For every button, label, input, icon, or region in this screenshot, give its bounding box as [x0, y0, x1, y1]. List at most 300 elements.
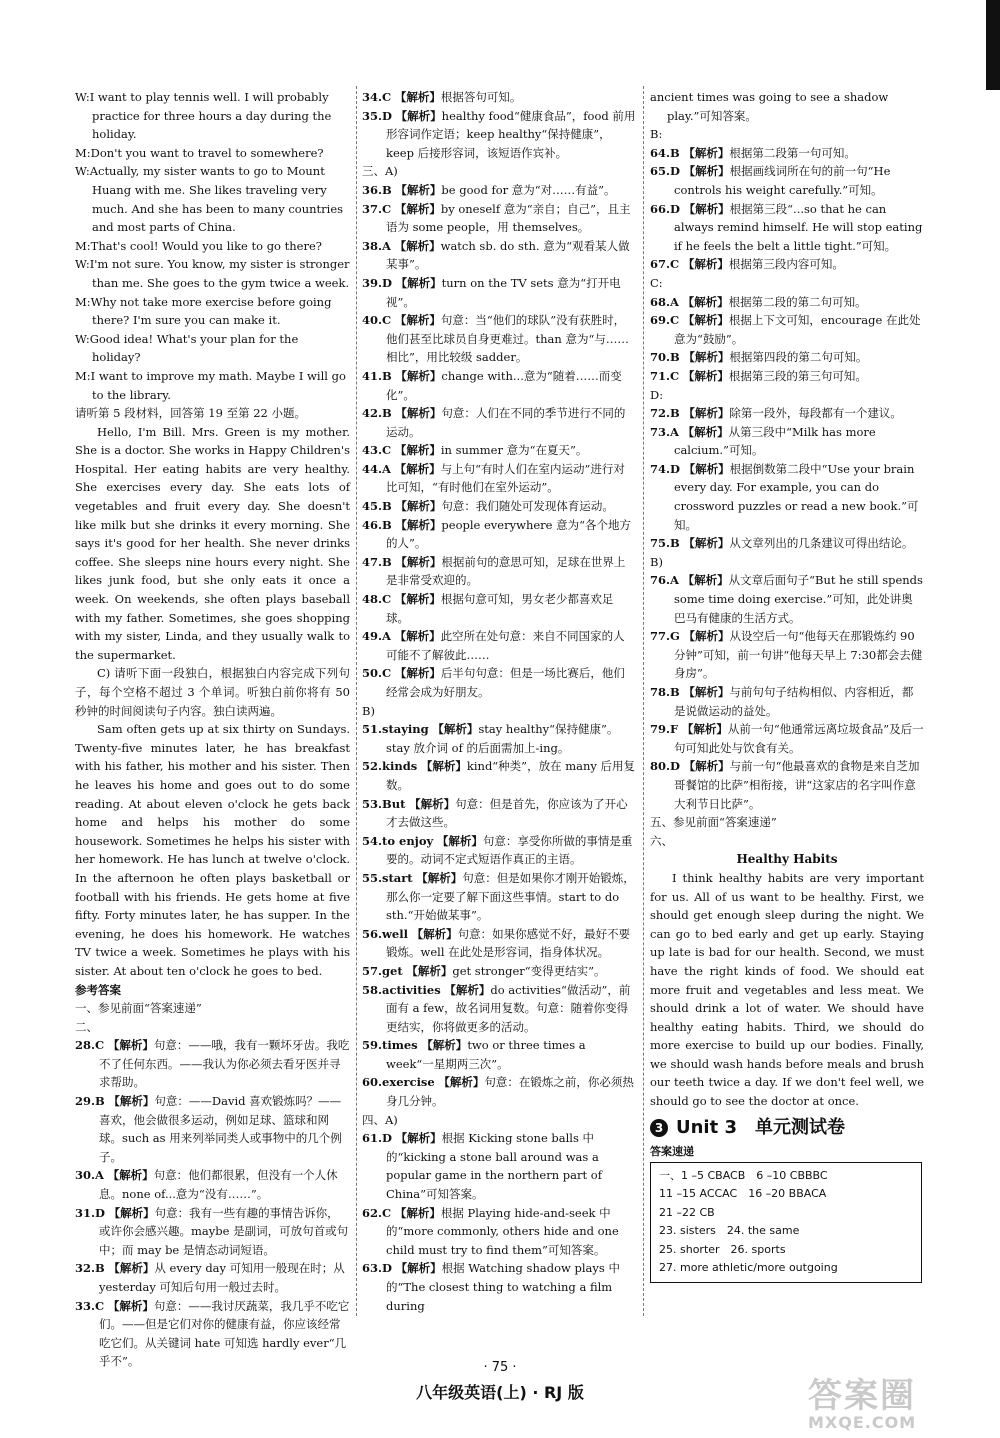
item-number: 40. — [362, 313, 383, 328]
item-answer: A — [670, 573, 679, 588]
dialog-line: W:I want to play tennis well. I will probably practice for three hours a day during the holiday. — [75, 90, 332, 142]
item-number: 77. — [650, 629, 671, 644]
item-number: 72. — [650, 406, 671, 421]
answer-item — [650, 367, 924, 386]
answer-item — [362, 757, 636, 794]
item-number: 38. — [362, 238, 383, 253]
analysis-tag: 【解析】 — [682, 573, 729, 588]
item-number: 46. — [362, 517, 383, 532]
quick-answer-line: 25. shorter 26. sports — [659, 1242, 786, 1256]
analysis-tag: 【解析】 — [683, 350, 730, 365]
page-number: · 75 · — [483, 1360, 517, 1375]
item-number: 30. — [75, 1168, 96, 1183]
item-answer: D — [670, 164, 680, 179]
item-answer: G — [670, 629, 680, 644]
analysis-tag: 【解析】 — [683, 759, 730, 774]
analysis-tag: 【解析】 — [683, 629, 730, 644]
item-number: 55. — [362, 870, 383, 885]
item-answer: D — [670, 201, 680, 216]
item-explanation: 句意：享受你所做的事情是重要的。动词不定式短语作真正的主语。 — [386, 833, 633, 867]
column-right — [650, 88, 924, 1283]
answer-list — [362, 181, 636, 702]
analysis-tag: 【解析】 — [683, 164, 730, 179]
item-explanation: 除第一段外，每段都有一个建议。 — [729, 406, 902, 421]
item-answer: D — [670, 461, 680, 476]
analysis-tag: 【解析】 — [394, 592, 441, 607]
answer-list — [362, 88, 636, 162]
item-number: 74. — [650, 461, 671, 476]
item-explanation: 从前一句“他通常远离垃圾食品”及后一句可知此处与饮食有关。 — [674, 722, 924, 755]
answer-item — [362, 516, 636, 553]
item-answer: C — [670, 368, 680, 383]
answer-item — [650, 311, 924, 348]
item-number: 71. — [650, 368, 671, 383]
answer-item — [75, 1036, 350, 1092]
item-number: 61. — [362, 1131, 383, 1146]
analysis-tag: 【解析】 — [395, 275, 442, 290]
item-number: 32. — [75, 1261, 96, 1276]
item-answer: B — [670, 350, 680, 365]
item-answer: C — [382, 592, 392, 607]
analysis-tag: 【解析】 — [420, 759, 467, 774]
item-answer: staying — [382, 722, 429, 737]
item-explanation: 根据第二段的第二句可知。 — [728, 294, 867, 309]
analysis-tag: 【解析】 — [395, 368, 442, 383]
edge-marker — [986, 0, 1000, 90]
item-number: 58. — [362, 982, 383, 997]
answer-list — [650, 571, 924, 813]
answer-item — [650, 144, 924, 163]
item-explanation: 根据上下文可知，encourage 在此处意为“鼓励”。 — [674, 313, 921, 346]
item-answer: D — [382, 1131, 392, 1146]
item-answer: to enjoy — [382, 833, 434, 848]
item-explanation: turn on the TV sets 意为“打开电视”。 — [386, 275, 621, 309]
column-middle — [362, 88, 636, 1315]
quick-answer-line: 11 –15 ACCAC 16 –20 BBACA — [659, 1187, 827, 1201]
item-explanation: kind“种类”，放在 many 后用复数。 — [386, 759, 636, 792]
item-answer: A — [670, 424, 679, 439]
item-answer: B — [382, 368, 392, 383]
item-number: 36. — [362, 182, 383, 197]
item-explanation: 句意：在锻炼之前，你必须热身几分钟。 — [386, 1075, 634, 1109]
section-d-heading: D: — [650, 387, 664, 402]
column-left — [75, 88, 350, 1371]
item-explanation: change with...意为“随着……而变化”。 — [386, 368, 622, 402]
answer-item — [650, 720, 924, 757]
watermark-text: 答案圈 — [808, 1376, 916, 1416]
answer-item — [650, 348, 924, 367]
item-explanation: 根据 Playing hide-and-seek 中的“more commonly, others hide and one child must try to find them”可知答案。 — [386, 1205, 619, 1257]
item-answer: But — [382, 796, 406, 811]
analysis-tag: 【解析】 — [394, 1205, 441, 1220]
answer-item — [362, 88, 636, 107]
item-explanation: 根据第三段的第三句可知。 — [728, 368, 867, 383]
answer-item — [362, 274, 636, 311]
dialog-line: W:Actually, my sister wants to go to Mount Huang with me. She likes traveling very much. And she has been to many countries and most parts of China. — [75, 164, 344, 235]
item-explanation: 句意：人们在不同的季节进行不同的运动。 — [386, 406, 626, 439]
item-number: 35. — [362, 108, 383, 123]
item-number: 79. — [650, 722, 671, 737]
analysis-tag: 【解析】 — [394, 201, 441, 216]
answer-item — [362, 460, 636, 497]
answer-list — [650, 293, 924, 386]
analysis-tag: 【解析】 — [682, 294, 729, 309]
item-explanation: 从文章列出的几条建议可得出结论。 — [729, 536, 914, 551]
analysis-tag: 【解析】 — [394, 90, 441, 104]
listening-part-c-instructions: C) 请听下面一段独白，根据独白内容完成下列句子，每个空格不超过 3 个单词。听独白前你将有 50 秒钟的时间阅读句子内容。独白读两遍。 — [75, 666, 350, 718]
watermark-logo — [808, 1368, 988, 1430]
item-answer: get — [382, 963, 403, 978]
analysis-tag: 【解析】 — [107, 1038, 154, 1053]
item-explanation: 根据句意可知，男女老少都喜欢足球。 — [386, 592, 614, 625]
item-answer: well — [382, 926, 408, 941]
item-number: 64. — [650, 145, 671, 160]
item-explanation: get stronger“变得更结实”。 — [452, 963, 606, 978]
item-answer: D — [670, 759, 680, 774]
item-explanation: 句意：——我讨厌蔬菜，我几乎不吃它们。——但是它们对你的健康有益，你应该经常吃它们。从关键词 hate 可知选 hardly ever“几乎不”。 — [99, 1298, 350, 1369]
item-explanation: watch sb. do sth. 意为“观看某人做某事”。 — [386, 238, 630, 272]
item-number: 60. — [362, 1075, 383, 1090]
item-explanation: 后半句句意：但是一场比赛后，他们经常会成为好朋友。 — [386, 666, 625, 699]
answer-item — [650, 571, 924, 627]
analysis-tag: 【解析】 — [682, 368, 729, 383]
answer-item — [362, 1129, 636, 1203]
quick-answers-box — [650, 1162, 922, 1283]
answer-item — [362, 1036, 636, 1073]
column-divider-2 — [643, 86, 644, 1316]
item-answer: C — [670, 257, 680, 272]
item-explanation: 从第三段中“Milk has more calcium.”可知。 — [674, 424, 876, 458]
analysis-tag: 【解析】 — [394, 666, 441, 681]
item-answer: C — [382, 90, 392, 104]
item-answer: B — [382, 517, 392, 532]
item-answer: exercise — [382, 1075, 435, 1090]
item-number: 50. — [362, 666, 383, 681]
item-number: 59. — [362, 1038, 383, 1053]
quick-answers-title: 答案速递 — [650, 1145, 694, 1159]
section-c-heading: C: — [650, 275, 663, 290]
item-answer: activities — [382, 982, 441, 997]
item-answer: C — [670, 313, 680, 328]
item-answer: C — [382, 666, 392, 681]
analysis-tag: 【解析】 — [682, 424, 729, 439]
quick-answer-line: 一、1 –5 CBACB 6 –10 CBBBC — [659, 1168, 828, 1182]
analysis-tag: 【解析】 — [394, 461, 441, 476]
answer-list — [362, 720, 636, 1110]
item-number: 52. — [362, 759, 383, 774]
analysis-tag: 【解析】 — [395, 406, 442, 421]
analysis-tag: 【解析】 — [416, 870, 463, 885]
item-answer: start — [382, 870, 413, 885]
item-explanation: 根据第三段“...so that he can always remind himself. He will stop eating if he feels the belt a little tight.”可知。 — [674, 201, 923, 253]
item-number: 68. — [650, 294, 671, 309]
item-answer: B — [382, 554, 392, 569]
dialog-line: W:Good idea! What's your plan for the holiday? — [75, 331, 299, 365]
section-6-heading: 六、 — [650, 833, 673, 848]
answer-item — [362, 962, 636, 981]
dialog-line: M:Why not take more exercise before going there? I'm sure you can make it. — [75, 294, 332, 328]
item-explanation: 此空所在处句意：来自不同国家的人可能不了解彼此…… — [386, 629, 625, 662]
item-answer: A — [95, 1168, 104, 1183]
item-explanation: 句意：当“他们的球队”没有获胜时，他们甚至比球员自身更难过。than 意为“与……相比”，用比较级 sadder。 — [386, 313, 629, 365]
item-answer: B — [382, 182, 392, 197]
answer-item — [650, 683, 924, 720]
item-number: 49. — [362, 629, 383, 644]
analysis-tag: 【解析】 — [683, 461, 730, 476]
dialog-line: W:I'm not sure. You know, my sister is stronger than me. She goes to the gym twice a week. — [75, 257, 350, 290]
reference-section-1: 一、参见前面“答案速递” — [75, 1001, 202, 1016]
item-number: 62. — [362, 1205, 383, 1220]
answer-item — [362, 1259, 636, 1315]
analysis-tag: 【解析】 — [683, 145, 730, 160]
analysis-tag: 【解析】 — [394, 629, 441, 644]
item-answer: kinds — [382, 759, 418, 774]
analysis-tag: 【解析】 — [432, 722, 479, 737]
answer-item — [362, 181, 636, 200]
analysis-tag: 【解析】 — [395, 1131, 442, 1146]
answer-item — [362, 311, 636, 367]
item-number: 65. — [650, 164, 671, 179]
item-number: 53. — [362, 796, 383, 811]
answer-item — [362, 1073, 636, 1110]
answer-item — [362, 237, 636, 274]
item-explanation: 句意：——哦，我有一颗坏牙齿。我吃不了任何东西。——我认为你必须去看牙医并寻求帮助。 — [99, 1038, 350, 1090]
analysis-tag: 【解析】 — [394, 238, 441, 253]
analysis-tag: 【解析】 — [409, 796, 456, 811]
item-answer: B — [95, 1094, 105, 1109]
answer-item — [75, 1204, 350, 1260]
answer-item — [362, 590, 636, 627]
analysis-tag: 【解析】 — [395, 499, 442, 514]
item-explanation: 句意：但是首先，你应该为了开心才去做这些。 — [386, 796, 628, 830]
item-answer: F — [670, 722, 679, 737]
answer-item — [650, 200, 924, 256]
section-5-heading: 五、参见前面“答案速递” — [650, 815, 777, 830]
answer-item — [362, 367, 636, 404]
analysis-tag: 【解析】 — [395, 108, 442, 123]
item-explanation: 根据第二段第一句可知。 — [729, 145, 856, 160]
item-number: 31. — [75, 1205, 96, 1220]
item-explanation: 根据第四段的第二句可知。 — [729, 350, 868, 365]
listening-passage-c: Sam often gets up at six thirty on Sundays. Twenty-five minutes later, he has breakfast with his father, his mother and his sister. Then he leaves his home and goes out to do some reading. At about eleven o'clock he gets back home and helps his mother do some housework. Sometimes he helps his sister with her homework. He has lunch at twelve o'clock. In the afternoon he often plays basketball or football with his friends. He gets home at five fifty. Forty minutes later, he has supper. In the evening, he does his homework. He watches TV twice a week. Sometimes he plays with his sister. At about ten o'clock he goes to bed. — [75, 722, 350, 978]
answer-item — [362, 664, 636, 701]
answer-item — [362, 627, 636, 664]
answer-item — [362, 107, 636, 163]
answer-item — [362, 497, 636, 516]
item-number: 80. — [650, 759, 671, 774]
answer-item — [75, 1166, 350, 1203]
analysis-tag: 【解析】 — [406, 963, 453, 978]
answer-item — [650, 460, 924, 534]
item-answer: B — [382, 406, 392, 421]
item-explanation: 与上句“有时人们在室内运动”进行对比可知，“有时他们在室外运动”。 — [386, 461, 625, 495]
item-number: 28. — [75, 1038, 96, 1053]
item-answer: D — [382, 1261, 392, 1276]
listening-dialog — [75, 88, 350, 404]
continued-text: ancient times was going to see a shadow play.”可知答案。 — [650, 90, 889, 123]
item-answer: C — [95, 1298, 105, 1313]
analysis-tag: 【解析】 — [108, 1094, 155, 1109]
item-number: 34. — [362, 90, 383, 104]
analysis-tag: 【解析】 — [436, 833, 483, 848]
item-number: 66. — [650, 201, 671, 216]
section-4-heading: 四、A) — [362, 1112, 398, 1127]
analysis-tag: 【解析】 — [683, 201, 730, 216]
item-number: 45. — [362, 499, 383, 514]
item-number: 75. — [650, 536, 671, 551]
reference-section-2: 二、 — [75, 1019, 98, 1034]
quick-answer-line: 21 –22 CB — [659, 1205, 715, 1219]
item-answer: B — [382, 499, 392, 514]
item-answer: C — [382, 443, 392, 458]
unit-title: Unit 3 单元测试卷 — [676, 1116, 845, 1138]
listening-passage-5: Hello, I'm Bill. Mrs. Green is my mother. She is a doctor. She works in Happy Children's Hospital. Her eating habits are very healthy. She exercises every day. She eats lots of vegetables and fruit every day. She doesn't like milk but she drinks it every morning. She says it's good for her health. She never drinks coffee. She sleeps nine hours every night. She likes junk food, but she only eats it once a week. On weekends, she often plays baseball with my father. Sometimes, she goes shopping with my sister, Linda, and they usually walk to the supermarket. — [75, 424, 350, 662]
item-explanation: two or three times a week“一星期两三次”。 — [386, 1038, 586, 1071]
answer-item — [362, 869, 636, 925]
analysis-tag: 【解析】 — [444, 982, 491, 997]
item-explanation: 从文章后面句子“But he still spends some time doing exercise.”可知，此处讲奥巴马有健康的生活方式。 — [674, 573, 923, 625]
item-answer: A — [382, 238, 391, 253]
watermark-url: MXQE.COM — [808, 1413, 917, 1432]
item-explanation: 根据 Watching shadow plays 中的“The closest thing to watching a film during — [386, 1261, 620, 1313]
answer-item — [650, 293, 924, 312]
item-explanation: 句意：如果你感觉不好，最好不要锻炼。well 在此处是形容词，指身体状况。 — [386, 926, 631, 960]
listening-intro-5: 请听第 5 段材料，回答第 19 至第 22 小题。 — [75, 406, 307, 421]
item-number: 39. — [362, 275, 383, 290]
answer-item — [650, 534, 924, 553]
item-number: 37. — [362, 201, 383, 216]
item-answer: A — [670, 294, 679, 309]
item-answer: B — [670, 685, 680, 699]
analysis-tag: 【解析】 — [394, 443, 441, 458]
item-number: 41. — [362, 368, 383, 383]
answer-item — [362, 200, 636, 237]
answer-item — [650, 757, 924, 813]
item-answer: A — [382, 461, 391, 476]
analysis-tag: 【解析】 — [395, 182, 442, 197]
answer-item — [650, 255, 924, 274]
item-answer: D — [95, 1205, 105, 1220]
answer-item — [362, 832, 636, 869]
item-explanation: be good for 意为“对……有益”。 — [441, 182, 616, 197]
analysis-tag: 【解析】 — [683, 685, 730, 699]
analysis-tag: 【解析】 — [107, 1298, 154, 1313]
item-explanation: by oneself 意为“亲自；自己”，且主语为 some people，用 themselves。 — [386, 201, 631, 235]
item-number: 63. — [362, 1261, 383, 1276]
item-number: 54. — [362, 833, 383, 848]
analysis-tag: 【解析】 — [683, 536, 730, 551]
analysis-tag: 【解析】 — [395, 554, 442, 569]
answer-item — [362, 1204, 636, 1260]
item-number: 42. — [362, 406, 383, 421]
analysis-tag: 【解析】 — [682, 313, 729, 328]
item-number: 56. — [362, 926, 383, 941]
analysis-tag: 【解析】 — [394, 313, 441, 328]
unit-number-badge: 3 — [650, 1119, 668, 1137]
item-explanation: 句意：但是如果你才刚开始锻炼，那么你一定要了解下面这些事情。start to do sth.“开始做某事”。 — [386, 870, 635, 923]
dialog-line: M:Don't you want to travel to somewhere? — [75, 145, 324, 160]
item-number: 43. — [362, 443, 383, 458]
item-explanation: 句意：我有一些有趣的事情告诉你，或许你会感兴趣。maybe 是副词，可放句首或句中；而 may be 是情态动词短语。 — [99, 1205, 349, 1257]
item-explanation: do activities“做活动”，前面有 a few，故名词用复数。句意：随着你变得更结实，你将做更多的活动。 — [386, 982, 631, 1034]
item-explanation: 根据倒数第二段中“Use your brain every day. For example, you can do crossword puzzles or read a new book.”可知。 — [674, 461, 919, 532]
answer-item — [650, 162, 924, 199]
answer-list — [650, 144, 924, 274]
item-explanation: in summer 意为“在夏天”。 — [440, 443, 588, 458]
item-answer: D — [382, 108, 392, 123]
item-explanation: stay healthy“保持健康”。stay 放介词 of 的后面需加上-ing。 — [386, 722, 619, 755]
item-answer: D — [382, 275, 392, 290]
answer-item — [650, 423, 924, 460]
answer-item — [650, 627, 924, 683]
essay-body: I think healthy habits are very important for us. All of us want to be healthy. First, we should get enough sleep during the night. We can go to bed early and get up early. Staying up late is bad for our health. Second, we must have the right kinds of food. We should eat more fruit and vegetables and less meat. We should drink a lot of water. We should have healthy eating habits. Third, we should do more exercise to build up our bodies. Finally, we should wash hands before meals and brush our teeth twice a day. If we don't feel well, we should go to see the doctor at once. — [650, 870, 924, 1109]
answer-item — [650, 404, 924, 423]
book-title: 八年级英语(上) · RJ 版 — [416, 1383, 584, 1402]
item-answer: B — [670, 536, 680, 551]
item-answer: times — [382, 1038, 418, 1053]
answer-item — [362, 925, 636, 962]
item-answer: C — [382, 201, 392, 216]
dialog-line: M:I want to improve my math. Maybe I will go to the library. — [75, 368, 346, 402]
analysis-tag: 【解析】 — [683, 406, 730, 421]
item-explanation: 根据答句可知。 — [440, 90, 522, 104]
answer-list — [362, 1129, 636, 1315]
analysis-tag: 【解析】 — [411, 926, 458, 941]
reference-answer-title: 参考答案 — [75, 982, 121, 997]
item-explanation: 从 every day 可知用一般现在时；从 yesterday 可知后句用一般过去时。 — [99, 1261, 345, 1294]
unit-heading — [650, 1116, 924, 1138]
item-explanation: 与前一句“他最喜欢的食物是来自芝加哥餐馆的比萨”相衔接，讲“这家店的名字叫作意大利节日比萨”。 — [674, 759, 920, 811]
item-number: 48. — [362, 592, 383, 607]
analysis-tag: 【解析】 — [682, 257, 729, 272]
answer-item — [362, 795, 636, 832]
item-answer: C — [382, 1205, 392, 1220]
item-answer: A — [382, 629, 391, 644]
answer-item — [362, 720, 636, 757]
item-answer: B — [670, 406, 680, 421]
item-number: 29. — [75, 1094, 96, 1109]
item-number: 76. — [650, 573, 671, 588]
item-number: 57. — [362, 963, 383, 978]
item-explanation: 从设空后一句“他每天在那锻炼约 90 分钟”可知，前一句讲“他每天早上 7:30都会去健身房”。 — [674, 629, 923, 681]
item-number: 33. — [75, 1298, 96, 1313]
item-number: 69. — [650, 313, 671, 328]
analysis-tag: 【解析】 — [395, 1261, 442, 1276]
answer-list — [650, 404, 924, 553]
item-number: 47. — [362, 554, 383, 569]
item-answer: B — [95, 1261, 105, 1276]
analysis-tag: 【解析】 — [108, 1205, 155, 1220]
section-b-heading: B: — [650, 127, 663, 142]
answer-item — [362, 441, 636, 460]
item-answer: C — [95, 1038, 105, 1053]
item-answer: C — [382, 313, 392, 328]
answer-item — [362, 981, 636, 1037]
answer-item — [362, 404, 636, 441]
quick-answer-line: 27. more athletic/more outgoing — [659, 1261, 838, 1275]
item-explanation: 与前句句子结构相似、内容相近，都是说做运动的益处。 — [674, 685, 914, 718]
essay-title: Healthy Habits — [736, 852, 838, 867]
item-explanation: 根据 Kicking stone balls 中的“kicking a stone ball around was a popular game in the northern part of China”可知答案。 — [386, 1131, 602, 1202]
answer-item — [75, 1259, 350, 1296]
item-number: 44. — [362, 461, 383, 476]
item-explanation: 句意：我们随处可发现体育运动。 — [441, 499, 614, 514]
item-explanation: 根据第三段内容可知。 — [728, 257, 844, 272]
item-number: 78. — [650, 685, 671, 699]
item-explanation: 根据画线词所在句的前一句“He controls his weight carefully.”可知。 — [674, 164, 891, 197]
section-b-heading: B) — [362, 703, 375, 718]
analysis-tag: 【解析】 — [421, 1038, 468, 1053]
